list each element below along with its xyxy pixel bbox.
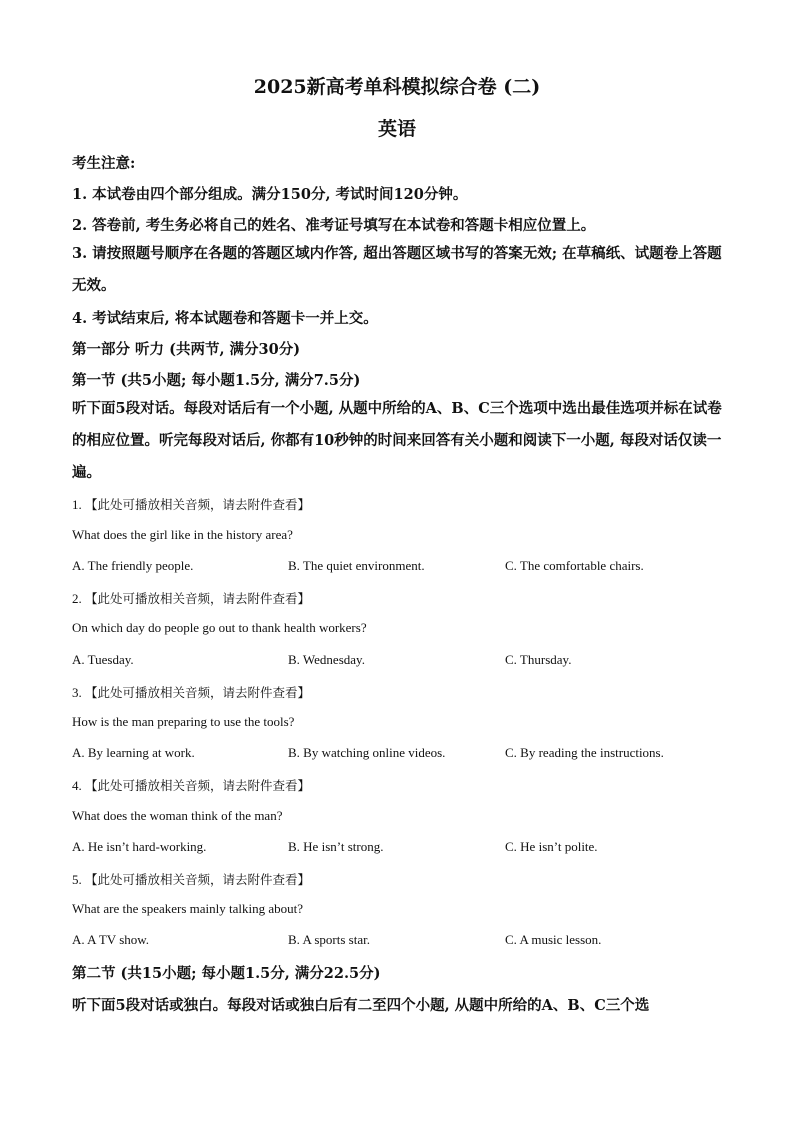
question-number: 1. xyxy=(72,497,82,512)
section2-heading: 第二节 (共15小题; 每小题1.5分, 满分22.5分) xyxy=(72,965,381,982)
question-1-text: What does the girl like in the history area? xyxy=(72,527,293,542)
question-3-audio[interactable] xyxy=(72,683,310,701)
question-5-option-c: C. A music lesson. xyxy=(505,932,602,947)
question-5-option-a: A. A TV show. xyxy=(72,932,150,947)
question-3-text: How is the man preparing to use the tools? xyxy=(72,714,295,729)
exam-title: 2025新高考单科模拟综合卷 (二) xyxy=(253,76,541,98)
question-1-option-c: C. The comfortable chairs. xyxy=(505,558,644,573)
question-4-text: What does the woman think of the man? xyxy=(72,808,283,823)
question-1-option-b: B. The quiet environment. xyxy=(288,558,425,573)
question-2-option-a: A. Tuesday. xyxy=(72,652,134,667)
notice-item-3: 3. 请按照题号顺序在各题的答题区域内作答, 超出答题区域书写的答案无效; 在草稿纸、试题卷上答题无效。 xyxy=(72,245,722,294)
part1-heading: 第一部分 听力 (共两节, 满分30分) xyxy=(72,341,301,358)
section1-instructions: 听下面5段对话。每段对话后有一个小题, 从题中所给的A、B、C三个选项中选出最佳选项并标在试卷的相应位置。听完每段对话后, 你都有10秒钟的时间来回答有关小题和阅读下一小题, 每段对话仅读一遍。 xyxy=(72,400,722,481)
question-3-option-c: C. By reading the instructions. xyxy=(505,745,664,760)
audio-link[interactable]: 【此处可播放相关音频，请去附件查看】 xyxy=(85,685,311,700)
question-number: 5. xyxy=(72,872,82,887)
question-4-audio[interactable] xyxy=(72,776,310,794)
section2-instructions: 听下面5段对话或独白。每段对话或独白后有二至四个小题, 从题中所给的A、B、C三个选 xyxy=(72,997,650,1014)
notice-item-4: 4. 考试结束后, 将本试题卷和答题卡一并上交。 xyxy=(72,310,378,327)
audio-link[interactable]: 【此处可播放相关音频，请去附件查看】 xyxy=(85,497,311,512)
audio-link[interactable]: 【此处可播放相关音频，请去附件查看】 xyxy=(85,591,311,606)
question-4-option-b: B. He isn’t strong. xyxy=(288,839,384,854)
question-4-option-c: C. He isn’t polite. xyxy=(505,839,598,854)
notice-item-2: 2. 答卷前, 考生务必将自己的姓名、准考证号填写在本试卷和答题卡相应位置上。 xyxy=(72,217,596,234)
question-3-option-a: A. By learning at work. xyxy=(72,745,195,760)
question-2-option-b: B. Wednesday. xyxy=(288,652,365,667)
subject-title: 英语 xyxy=(377,118,416,140)
question-5-audio[interactable] xyxy=(72,870,310,888)
audio-link[interactable]: 【此处可播放相关音频，请去附件查看】 xyxy=(85,778,311,793)
question-5-text: What are the speakers mainly talking about? xyxy=(72,901,304,916)
question-1-audio[interactable] xyxy=(72,495,310,513)
notice-item-1: 1. 本试卷由四个部分组成。满分150分, 考试时间120分钟。 xyxy=(72,186,468,203)
notice-heading: 考生注意: xyxy=(72,155,136,172)
question-1-option-a: A. The friendly people. xyxy=(72,558,194,573)
question-2-text: On which day do people go out to thank health workers? xyxy=(72,620,367,635)
question-number: 3. xyxy=(72,685,82,700)
question-5-option-b: B. A sports star. xyxy=(288,932,370,947)
audio-link[interactable]: 【此处可播放相关音频，请去附件查看】 xyxy=(85,872,311,887)
question-number: 2. xyxy=(72,591,82,606)
question-2-option-c: C. Thursday. xyxy=(505,652,572,667)
question-2-audio[interactable] xyxy=(72,589,310,607)
question-4-option-a: A. He isn’t hard-working. xyxy=(72,839,207,854)
question-number: 4. xyxy=(72,778,82,793)
question-3-option-b: B. By watching online videos. xyxy=(288,745,446,760)
section1-heading: 第一节 (共5小题; 每小题1.5分, 满分7.5分) xyxy=(72,372,361,389)
